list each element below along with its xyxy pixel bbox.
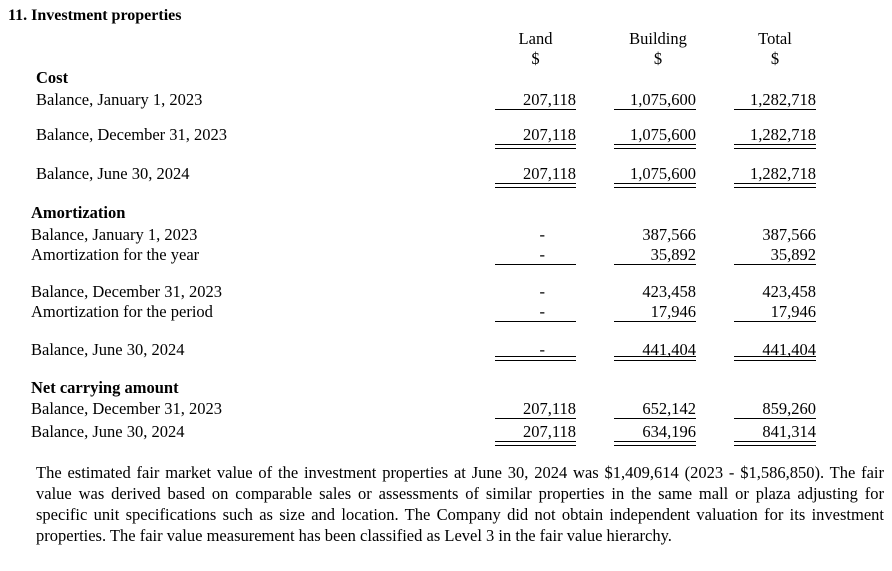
cell-land: 207,118: [522, 125, 576, 144]
cell-land: -: [539, 282, 545, 301]
double-underline: [495, 356, 576, 361]
row-label: Balance, December 31, 2023: [31, 282, 223, 301]
cell-building: 35,892: [650, 245, 696, 264]
column-land-unit: $: [531, 49, 540, 68]
cell-total: 441,404: [762, 340, 816, 359]
column-land-label: Land: [518, 29, 553, 48]
column-header-total: [734, 29, 816, 69]
double-underline: [734, 144, 816, 149]
single-underline: [614, 418, 696, 419]
fair-value-note: The estimated fair market value of the investment properties at June 30, 2024 was $1,409,614 (2023 - $1,586,850). The fair value was derived based on comparable sales or assessments of similar properties in the same mall or plaza adjusting for specific unit specifications such as size and location. The Company did not obtain independent valuation for its investment properties. The fair value measurement has been classified as Level 3 in the fair value hierarchy.: [36, 463, 884, 545]
cell-total: 859,260: [762, 399, 816, 418]
single-underline: [734, 264, 816, 265]
row-label: Amortization for the period: [31, 302, 213, 321]
cell-building: 17,946: [650, 302, 696, 321]
double-underline: [614, 356, 696, 361]
cell-total: 35,892: [770, 245, 816, 264]
single-underline: [734, 418, 816, 419]
column-header-building: [614, 29, 702, 69]
cell-building: 1,075,600: [630, 90, 696, 109]
single-underline: [734, 321, 816, 322]
single-underline: [614, 109, 696, 110]
row-label: Balance, January 1, 2023: [36, 90, 203, 109]
single-underline: [614, 264, 696, 265]
row-label: Balance, June 30, 2024: [31, 422, 185, 441]
section-cost-label: Cost: [36, 68, 69, 87]
cell-total: 1,282,718: [750, 164, 816, 183]
cell-total: 17,946: [770, 302, 816, 321]
section-amortization-label: Amortization: [31, 203, 126, 222]
column-building-label: Building: [629, 29, 687, 48]
cell-total: 1,282,718: [750, 90, 816, 109]
cell-land: -: [539, 302, 545, 321]
column-total-label: Total: [758, 29, 792, 48]
cell-total: 423,458: [762, 282, 816, 301]
cell-total: 841,314: [762, 422, 816, 441]
double-underline: [614, 183, 696, 188]
cell-building: 441,404: [642, 340, 696, 359]
cell-land: 207,118: [522, 422, 576, 441]
cell-total: 387,566: [762, 225, 816, 244]
row-label: Amortization for the year: [31, 245, 200, 264]
row-label: Balance, June 30, 2024: [36, 164, 190, 183]
column-header-land: [495, 29, 576, 69]
cell-building: 634,196: [642, 422, 696, 441]
double-underline: [734, 356, 816, 361]
note-heading: 11. Investment properties: [8, 7, 182, 24]
cell-land: 207,118: [522, 399, 576, 418]
row-label: Balance, January 1, 2023: [31, 225, 198, 244]
single-underline: [495, 109, 576, 110]
cell-building: 652,142: [642, 399, 696, 418]
column-building-unit: $: [653, 49, 663, 68]
cell-land: -: [539, 245, 545, 264]
cell-building: 387,566: [642, 225, 696, 244]
row-label: Balance, June 30, 2024: [31, 340, 185, 359]
cell-building: 1,075,600: [630, 164, 696, 183]
cell-land: 207,118: [522, 164, 576, 183]
cell-building: 1,075,600: [630, 125, 696, 144]
single-underline: [495, 264, 576, 265]
column-total-unit: $: [770, 49, 780, 68]
cell-land: -: [539, 225, 545, 244]
double-underline: [734, 441, 816, 446]
double-underline: [495, 144, 576, 149]
double-underline: [495, 183, 576, 188]
double-underline: [614, 441, 696, 446]
single-underline: [614, 321, 696, 322]
double-underline: [614, 144, 696, 149]
single-underline: [495, 321, 576, 322]
row-label: Balance, December 31, 2023: [36, 125, 228, 144]
single-underline: [734, 109, 816, 110]
cell-total: 1,282,718: [750, 125, 816, 144]
cell-land: 207,118: [522, 90, 576, 109]
double-underline: [495, 441, 576, 446]
single-underline: [495, 418, 576, 419]
double-underline: [734, 183, 816, 188]
cell-land: -: [539, 340, 545, 359]
section-net-carrying-label: Net carrying amount: [31, 378, 179, 397]
cell-building: 423,458: [642, 282, 696, 301]
row-label: Balance, December 31, 2023: [31, 399, 223, 418]
